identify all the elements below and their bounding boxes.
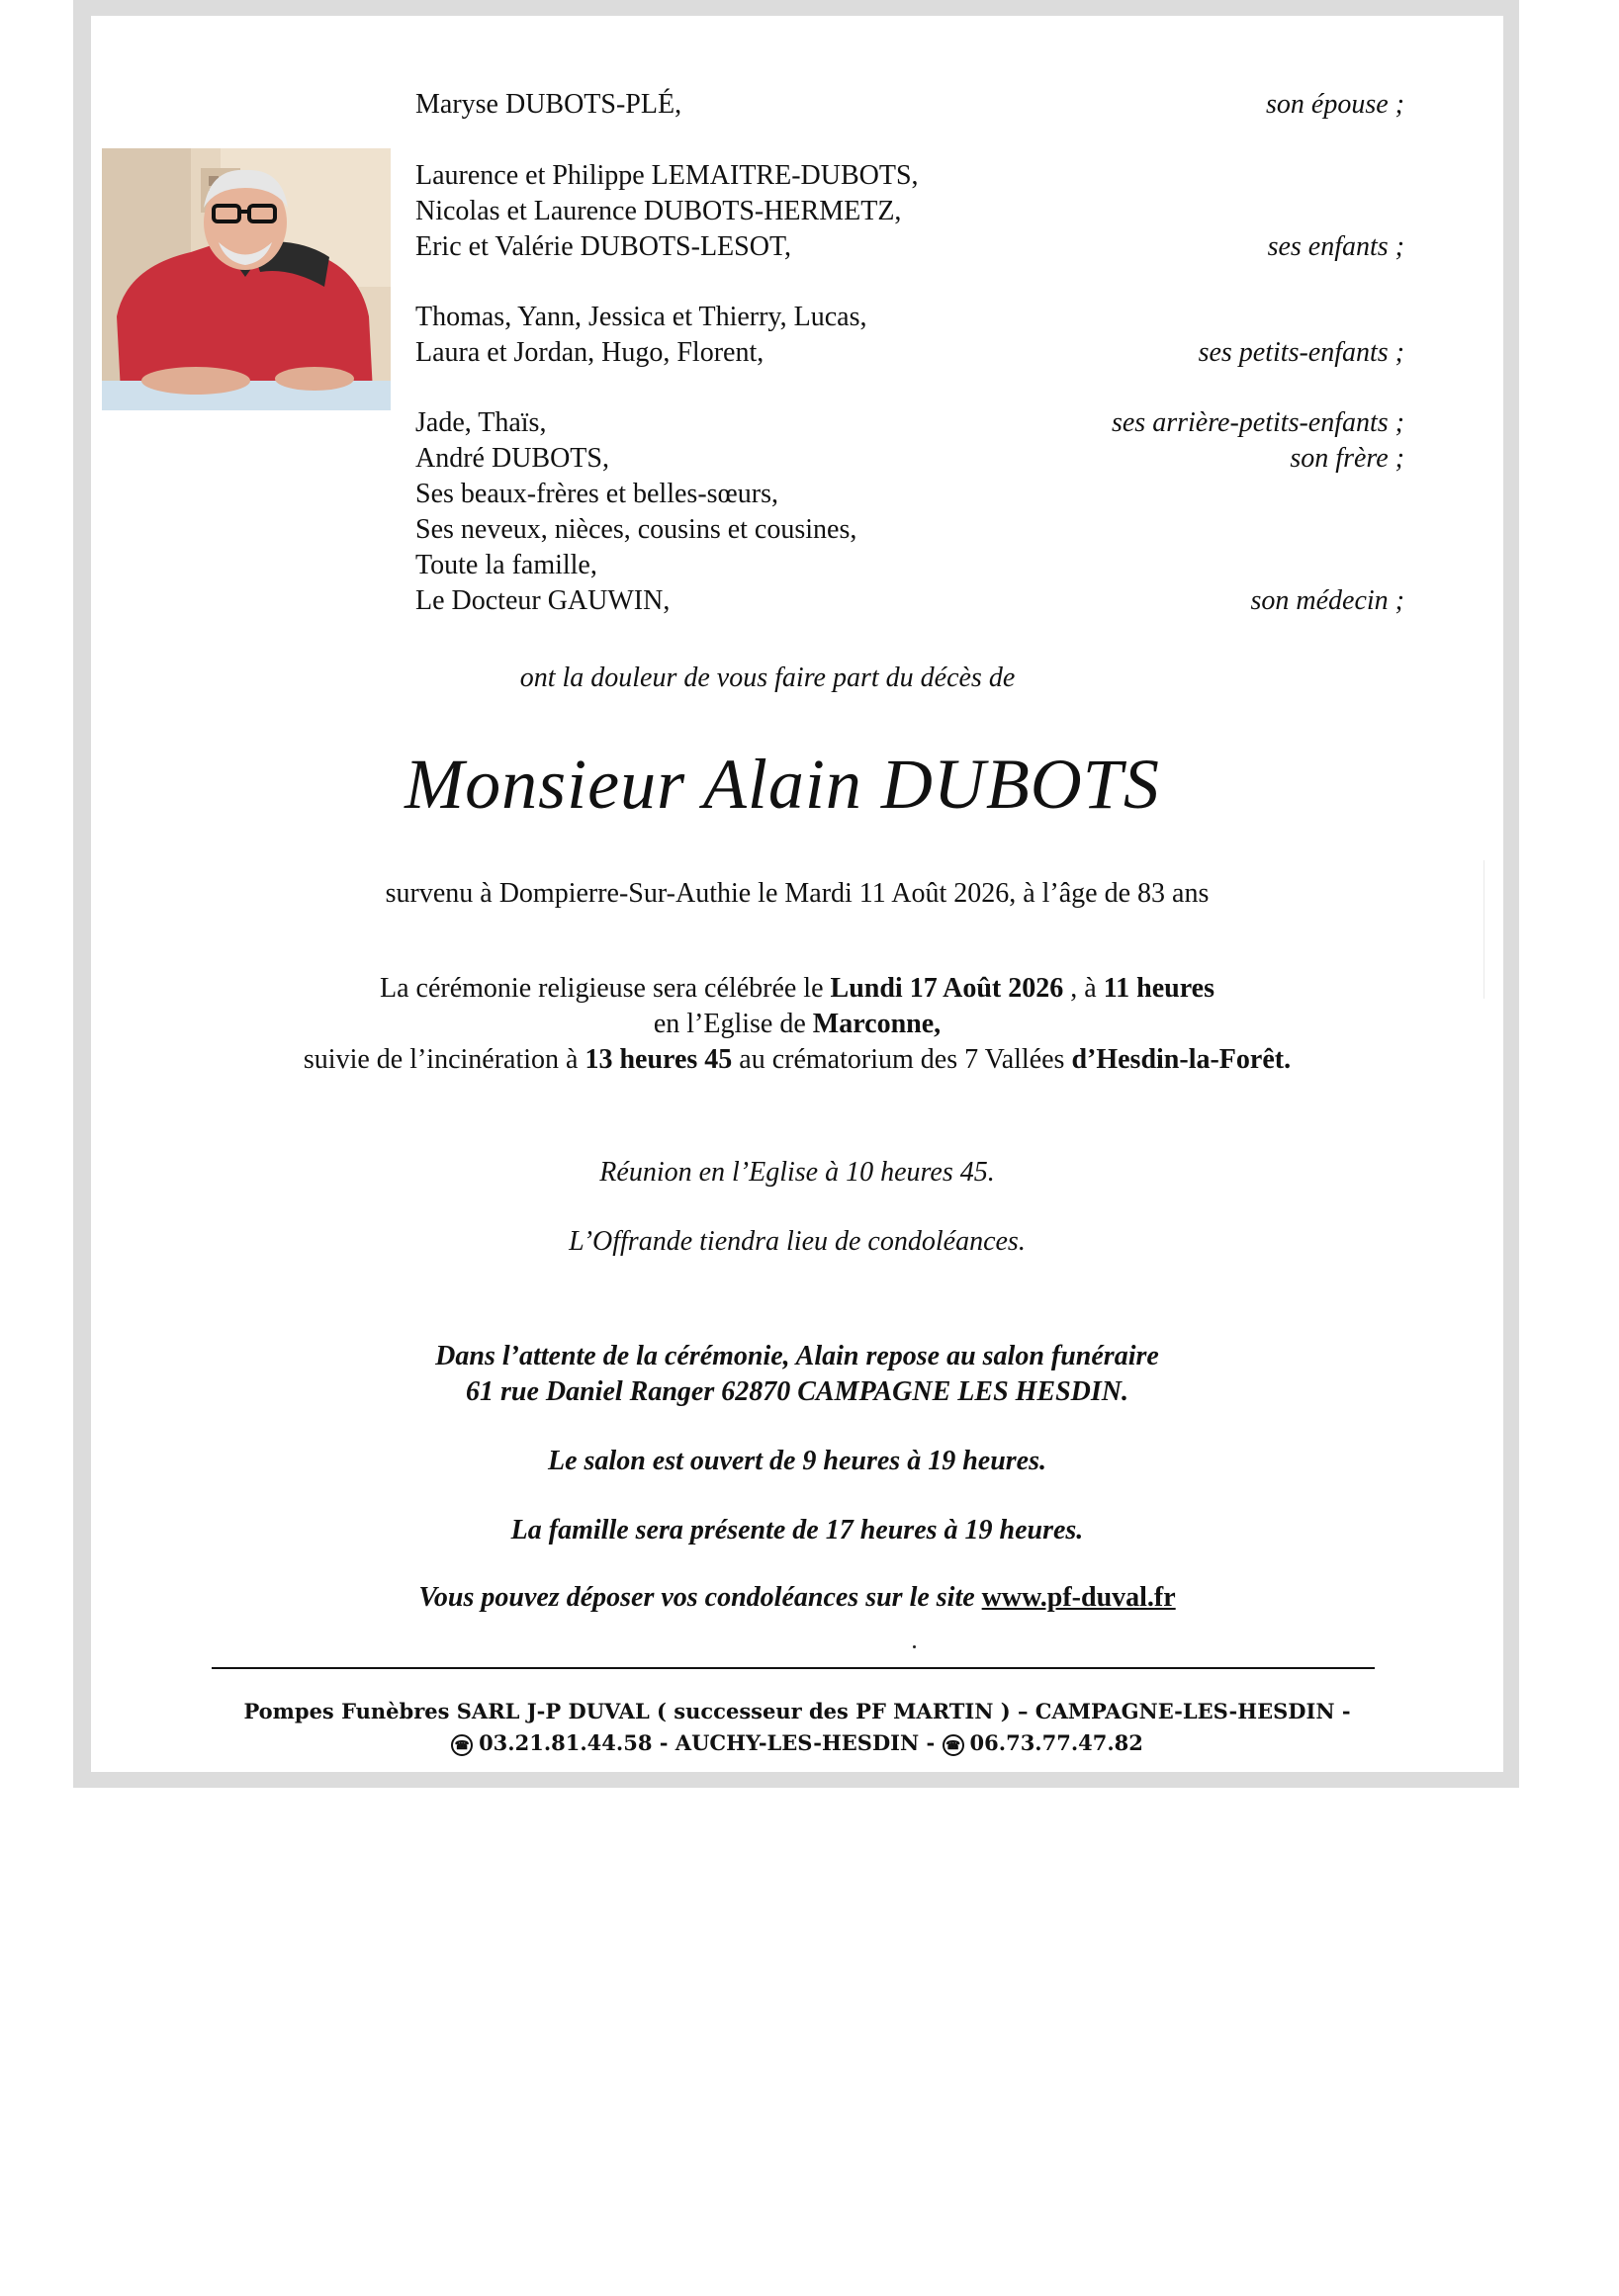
phone-icon: ☎: [943, 1734, 964, 1756]
family-name: Nicolas et Laurence DUBOTS-HERMETZ,: [415, 196, 902, 226]
salon-address: 61 rue Daniel Ranger 62870 CAMPAGNE LES HESDIN.: [465, 1376, 1129, 1407]
family-line-grandchildren-1: [415, 300, 1404, 335]
ceremony-date: Lundi 17 Août 2026: [830, 973, 1064, 1004]
family-line-brother: [415, 441, 1404, 477]
family-name: André DUBOTS,: [415, 443, 609, 474]
relation-label: ses enfants ;: [1267, 231, 1404, 262]
family-line-doctor: [415, 583, 1404, 619]
relation-label: son épouse ;: [1266, 89, 1404, 120]
family-line-cousins: [415, 512, 1404, 548]
ceremony-line-3: suivie de l’incinération à 13 heures 45 au crématorium des 7 Vallées d’Hesdin-la-Forêt.: [303, 1044, 1292, 1075]
cremation-time: 13 heures 45: [585, 1044, 733, 1075]
relation-label: son frère ;: [1290, 443, 1404, 474]
family-name: Ses neveux, nièces, cousins et cousines,: [415, 514, 857, 545]
phone-number: 03.21.81.44.58: [479, 1730, 653, 1755]
ceremony-time: 11 heures: [1103, 973, 1214, 1004]
family-name: Laura et Jordan, Hugo, Florent,: [415, 337, 765, 368]
footer-divider: [212, 1667, 1375, 1669]
stray-dot: [913, 1645, 916, 1648]
ceremony-line-2: en l’Eglise de Marconne,: [653, 1009, 942, 1039]
intro-text: ont la douleur de vous faire part du décès de: [519, 662, 1016, 693]
family-name: Thomas, Yann, Jessica et Thierry, Lucas,: [415, 302, 867, 332]
reunion-text: Réunion en l’Eglise à 10 heures 45.: [599, 1157, 995, 1188]
website-link[interactable]: www.pf-duval.fr: [981, 1582, 1176, 1613]
family-line-in-laws: [415, 477, 1404, 512]
footer-line-1: Pompes Funèbres SARL J-P DUVAL ( successeur des PF MARTIN ) – CAMPAGNE-LES-HESDIN -: [243, 1699, 1351, 1723]
portrait-photo: [102, 148, 391, 410]
phone-icon: ☎: [451, 1734, 473, 1756]
offrande-text: L’Offrande tiendra lieu de condoléances.: [569, 1226, 1026, 1257]
family-name: Ses beaux-frères et belles-sœurs,: [415, 479, 778, 509]
salon-hours: Le salon est ouvert de 9 heures à 19 heures.: [548, 1446, 1046, 1476]
salon-line-1: Dans l’attente de la cérémonie, Alain repose au salon funéraire: [435, 1341, 1159, 1371]
family-name: Toute la famille,: [415, 550, 597, 580]
family-line-child-3: [415, 229, 1404, 265]
family-line-child-1: [415, 158, 1404, 194]
family-line-spouse: [415, 87, 1404, 123]
family-presence: La famille sera présente de 17 heures à 19 heures.: [510, 1515, 1084, 1545]
relation-label: son médecin ;: [1250, 585, 1404, 616]
deceased-name: Monsieur Alain DUBOTS: [405, 745, 1160, 824]
relation-label: ses petits-enfants ;: [1198, 337, 1404, 368]
death-notice: survenu à Dompierre-Sur-Authie le Mardi 11 Août 2026, à l’âge de 83 ans: [385, 878, 1210, 909]
crematorium-place: d’Hesdin-la-Forêt.: [1071, 1044, 1292, 1075]
family-name: Laurence et Philippe LEMAITRE-DUBOTS,: [415, 160, 919, 191]
condolences-line: Vous pouvez déposer vos condoléances sur le site www.pf-duval.fr: [418, 1582, 1176, 1613]
family-name: Le Docteur GAUWIN,: [415, 585, 671, 616]
family-name: Eric et Valérie DUBOTS-LESOT,: [415, 231, 791, 262]
phone-number: 06.73.77.47.82: [969, 1730, 1143, 1755]
footer-line-2: ☎ 03.21.81.44.58 - AUCHY-LES-HESDIN - ☎ 06.73.77.47.82: [91, 1730, 1503, 1756]
family-line-whole-family: [415, 548, 1404, 583]
ceremony-line-1: La cérémonie religieuse sera célébrée le Lundi 17 Août 2026 , à 11 heures: [380, 973, 1214, 1004]
family-line-child-2: [415, 194, 1404, 229]
family-line-grandchildren-2: [415, 335, 1404, 371]
church-name: Marconne,: [812, 1009, 942, 1039]
family-line-great-grandchildren: [415, 405, 1404, 441]
family-name: Maryse DUBOTS-PLÉ,: [415, 89, 682, 120]
family-name: Jade, Thaïs,: [415, 407, 547, 438]
relation-label: ses arrière-petits-enfants ;: [1111, 407, 1404, 438]
